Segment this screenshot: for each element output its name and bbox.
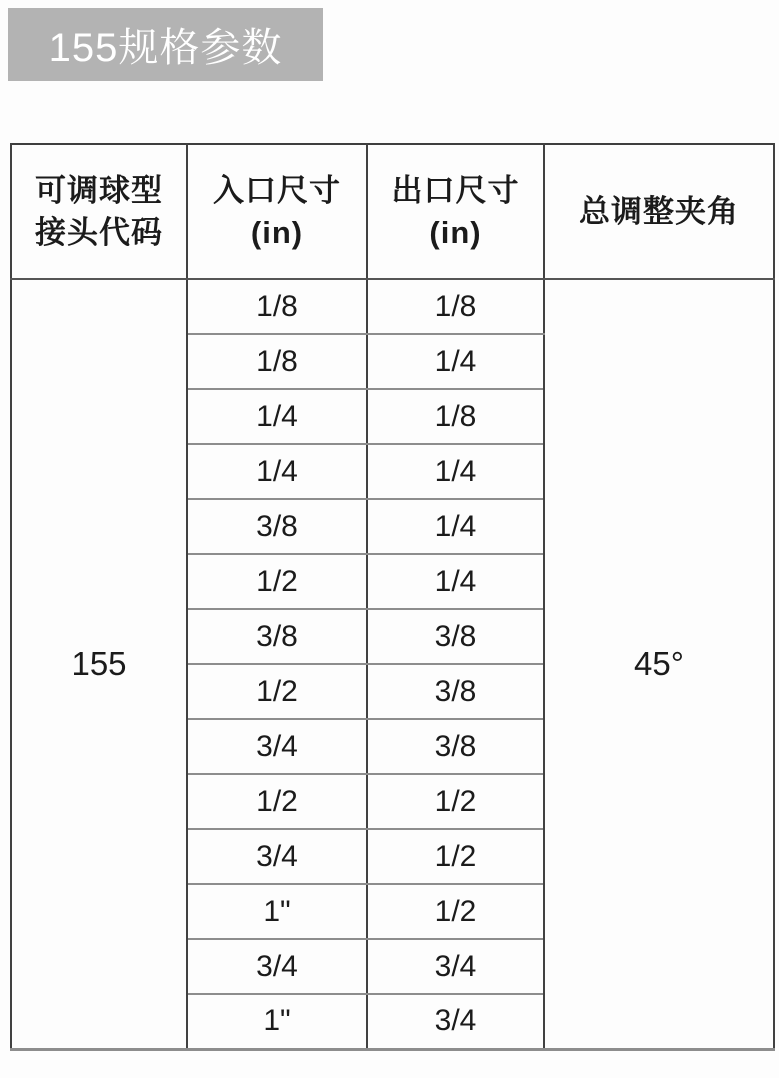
inlet-size-cell: 3/4 bbox=[187, 719, 367, 774]
header-joint-code-line2: 接头代码 bbox=[35, 214, 163, 250]
inlet-size-cell: 3/8 bbox=[187, 499, 367, 554]
inlet-size-cell: 1/2 bbox=[187, 774, 367, 829]
inlet-size-cell: 1" bbox=[187, 994, 367, 1049]
inlet-size-cell: 1/4 bbox=[187, 444, 367, 499]
outlet-size-cell: 1/4 bbox=[367, 334, 544, 389]
outlet-size-cell: 3/8 bbox=[367, 719, 544, 774]
inlet-size-cell: 3/4 bbox=[187, 829, 367, 884]
outlet-size-cell: 1/2 bbox=[367, 884, 544, 939]
outlet-size-cell: 1/4 bbox=[367, 554, 544, 609]
outlet-size-cell: 1/8 bbox=[367, 279, 544, 334]
outlet-size-cell: 1/4 bbox=[367, 444, 544, 499]
inlet-size-cell: 1/4 bbox=[187, 389, 367, 444]
outlet-size-cell: 1/2 bbox=[367, 774, 544, 829]
joint-code-cell: 155 bbox=[11, 279, 187, 1049]
header-inlet-size-line2: (in) bbox=[250, 214, 304, 250]
inlet-size-cell: 3/4 bbox=[187, 939, 367, 994]
header-outlet-size-line1: 出口尺寸 bbox=[391, 172, 520, 208]
header-outlet-size-line2: (in) bbox=[429, 214, 482, 250]
header-joint-code-line1: 可调球型 bbox=[35, 172, 163, 208]
inlet-size-cell: 3/8 bbox=[187, 609, 367, 664]
inlet-size-cell: 1/2 bbox=[187, 554, 367, 609]
outlet-size-cell: 3/8 bbox=[367, 609, 544, 664]
adjustment-angle-cell: 45° bbox=[544, 279, 774, 1049]
header-adjustment-angle bbox=[544, 144, 774, 279]
header-inlet-size bbox=[187, 144, 367, 279]
inlet-size-cell: 1" bbox=[187, 884, 367, 939]
spec-table-body bbox=[11, 279, 774, 1049]
header-row bbox=[11, 144, 774, 279]
page-title-banner bbox=[8, 8, 323, 81]
table-row bbox=[11, 279, 774, 334]
inlet-size-cell: 1/8 bbox=[187, 279, 367, 334]
header-outlet-size bbox=[367, 144, 544, 279]
outlet-size-cell: 3/8 bbox=[367, 664, 544, 719]
header-adjustment-angle-line1: 总调整夹角 bbox=[579, 193, 739, 229]
outlet-size-cell: 3/4 bbox=[367, 994, 544, 1049]
header-inlet-size-line1: 入口尺寸 bbox=[213, 172, 341, 208]
inlet-size-cell: 1/2 bbox=[187, 664, 367, 719]
header-joint-code bbox=[11, 144, 187, 279]
spec-table bbox=[10, 143, 775, 1051]
outlet-size-cell: 1/8 bbox=[367, 389, 544, 444]
page-title: 155规格参数 bbox=[48, 26, 283, 70]
outlet-size-cell: 1/4 bbox=[367, 499, 544, 554]
outlet-size-cell: 1/2 bbox=[367, 829, 544, 884]
outlet-size-cell: 3/4 bbox=[367, 939, 544, 994]
inlet-size-cell: 1/8 bbox=[187, 334, 367, 389]
